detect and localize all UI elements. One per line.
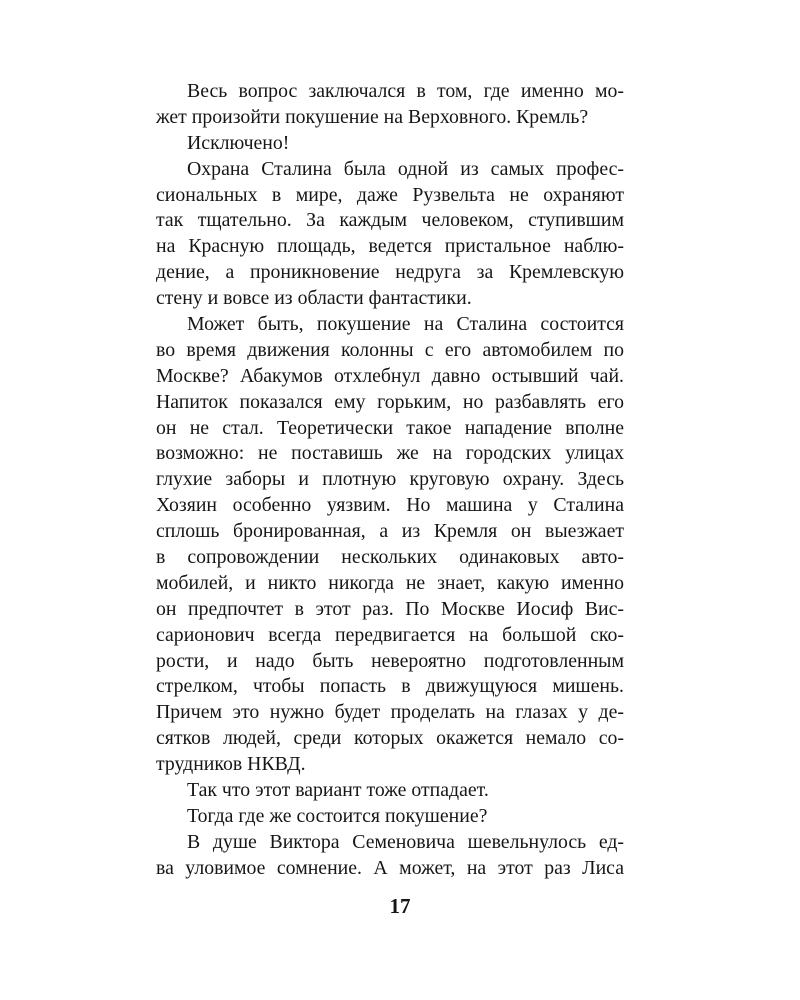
text-line: Москве? Абакумов отхлебнул давно остывший чай. [156, 364, 624, 387]
text-line: сарионович всегда передвигается на большой ско- [156, 623, 624, 646]
text-line: во время движения колонны с его автомобилем по [156, 338, 624, 361]
text-line: дение, а проникновение недруга за Кремлевскую [156, 261, 624, 284]
text-line: Охрана Сталина была одной из самых профес- [187, 157, 624, 180]
text-line: стену и вовсе из области фантастики. [156, 287, 472, 310]
paragraph [156, 312, 624, 778]
text-line: глухие заборы и плотную круговую охрану. Здесь [156, 468, 624, 491]
text-line: Исключено! [187, 131, 290, 154]
text-line: Хозяин особенно уязвим. Но машина у Сталина [156, 494, 624, 517]
text-line: Так что этот вариант тоже отпадает. [187, 779, 489, 802]
paragraph [156, 830, 624, 882]
text-line: Весь вопрос заключался в том, где именно мо- [187, 80, 624, 102]
text-line: сиональных в мире, даже Рузвельта не охраняют [156, 183, 624, 206]
text-line: жет произойти покушение на Верховного. Кремль? [156, 105, 589, 128]
text-line: он не стал. Теоретически такое нападение вполне [156, 416, 624, 439]
text-line: Тогда где же состоится покушение? [187, 804, 488, 827]
text-line: трудников НКВД. [156, 753, 306, 776]
text-line: ва уловимое сомнение. А может, на этот раз Лиса [156, 856, 624, 879]
paragraph [156, 804, 624, 830]
text-line: В душе Виктора Семеновича шевельнулось ед- [187, 830, 624, 853]
paragraph [156, 157, 624, 312]
text-line: стрелком, чтобы попасть в движущуюся мишень. [156, 675, 624, 698]
text-line: Может быть, покушение на Сталина состоится [187, 313, 624, 336]
text-line: Напиток показался ему горьким, но разбавлять его [156, 390, 624, 413]
text-line: рости, и надо быть невероятно подготовленным [156, 649, 624, 672]
text-line: сплошь бронированная, а из Кремля он выезжает [156, 520, 624, 543]
paragraph [156, 131, 624, 157]
text-line: сятков людей, среди которых окажется немало со- [156, 727, 624, 750]
text-line: так тщательно. За каждым человеком, ступившим [156, 209, 624, 232]
text-line: возможно: не поставишь же на городских улицах [156, 442, 624, 465]
text-line: Причем это нужно будет проделать на глазах у де- [156, 701, 624, 724]
paragraph [156, 79, 624, 131]
page-number: 17 [389, 894, 411, 918]
paragraph [156, 778, 624, 804]
body-text [156, 79, 624, 882]
text-line: он предпочтет в этот раз. По Москве Иосиф Вис- [156, 597, 624, 620]
text-line: в сопровождении нескольких одинаковых авто- [156, 546, 624, 569]
text-line: мобилей, и никто никогда не знает, какую именно [156, 571, 624, 594]
text-line: на Красную площадь, ведется пристальное наблю- [156, 235, 624, 258]
